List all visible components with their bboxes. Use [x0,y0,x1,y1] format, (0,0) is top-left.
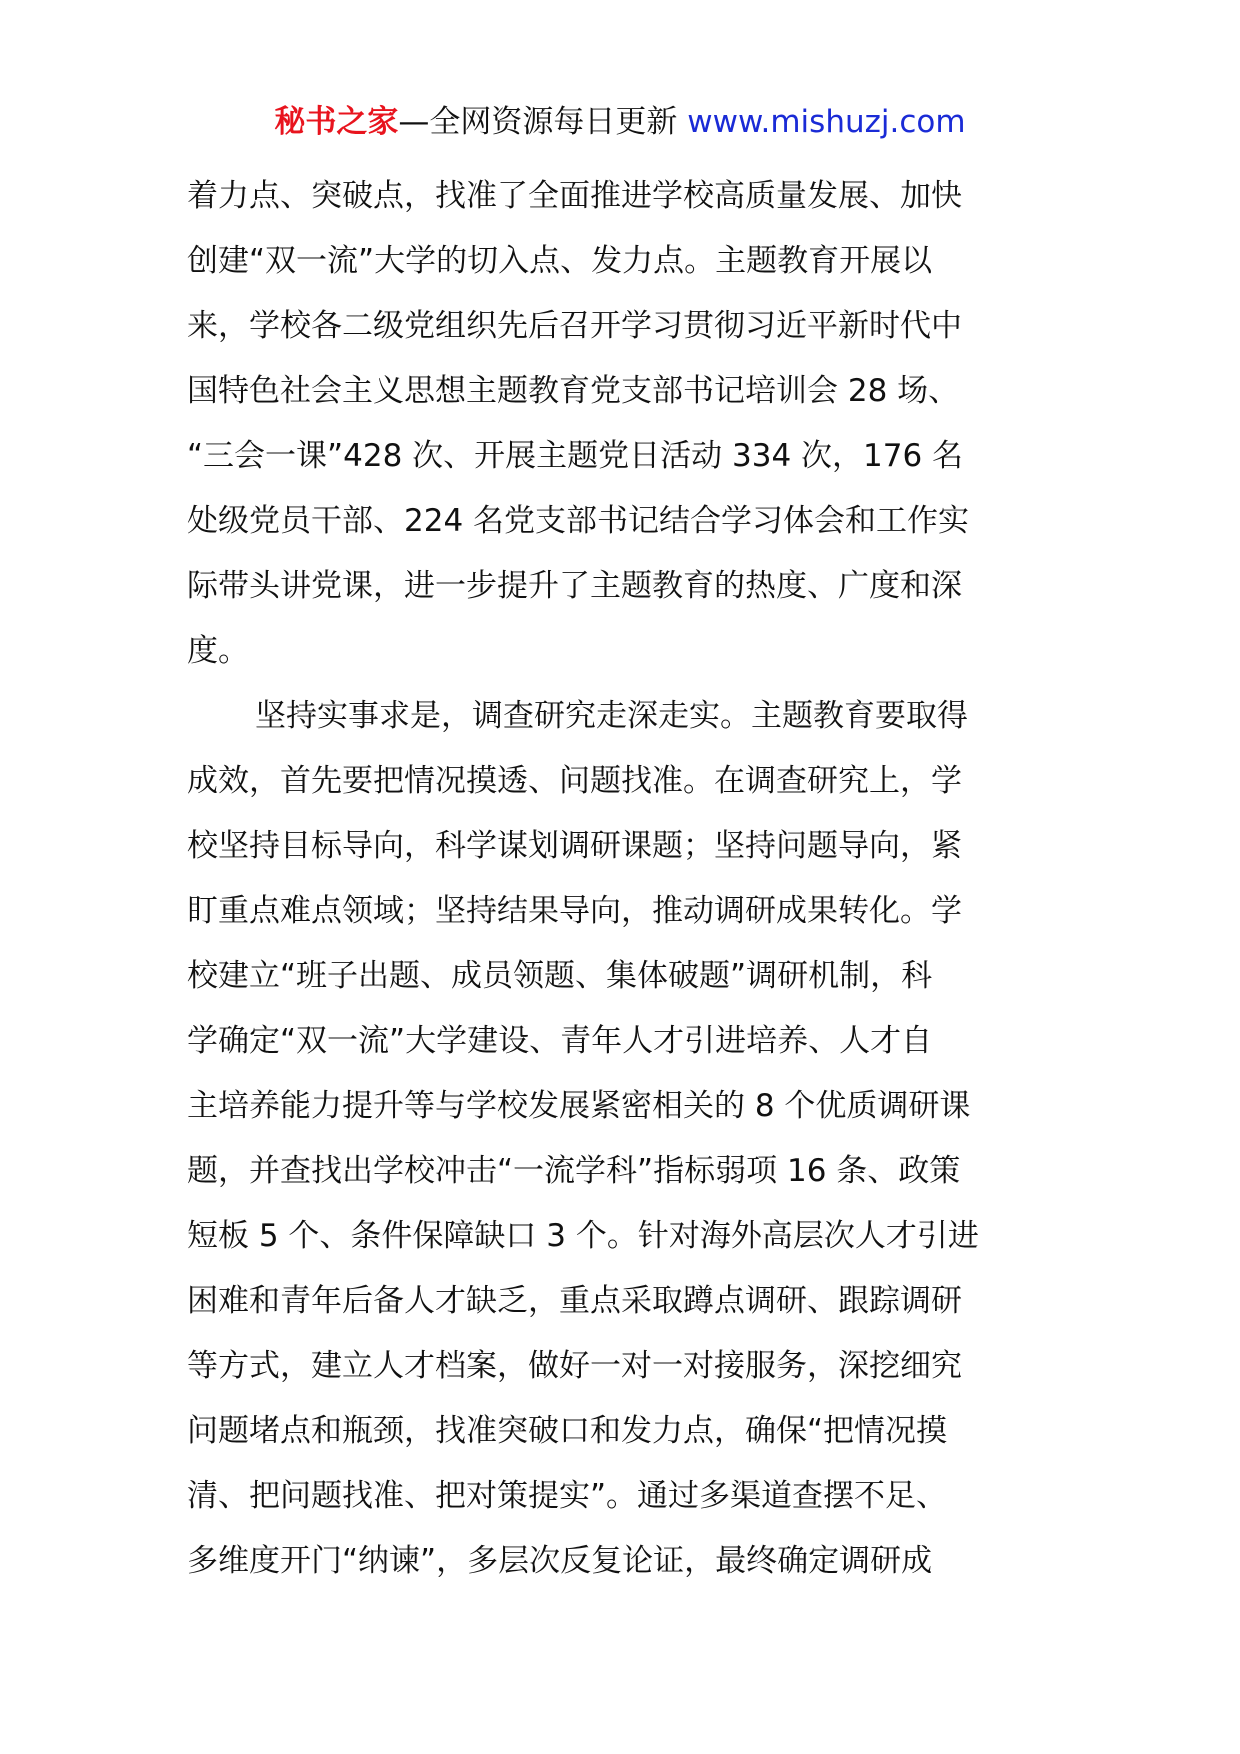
paragraph-2 [187,684,1067,1594]
site-header [0,100,1240,144]
text-line: 校建立“班子出题、成员领题、集体破题”调研机制，科 [187,958,933,994]
brand-name: 秘书之家 [274,104,399,140]
text-line: 来，学校各二级党组织先后召开学习贯彻习近平新时代中 [187,308,962,344]
text-line: 多维度开门“纳谏”，多层次反复论证，最终确定调研成 [187,1543,933,1579]
text-line: 国特色社会主义思想主题教育党支部书记培训会 28 场、 [187,373,960,409]
header-tagline: —全网资源每日更新 [398,104,678,140]
text-line: 着力点、突破点，找准了全面推进学校高质量发展、加快 [187,178,962,214]
document-body [187,164,1067,1594]
text-line: 盯重点难点领域；坚持结果导向，推动调研成果转化。学 [187,893,962,929]
text-line: 问题堵点和瓶颈，找准突破口和发力点，确保“把情况摸 [187,1413,948,1449]
text-line: 困难和青年后备人才缺乏，重点采取蹲点调研、跟踪调研 [187,1283,962,1319]
text-line: 题，并查找出学校冲击“一流学科”指标弱项 16 条、政策 [187,1153,961,1189]
paragraph-1 [187,164,1067,684]
paragraph-first-line: 坚持实事求是，调查研究走深走实。主题教育要取得 [255,698,968,734]
text-line: 成效，首先要把情况摸透、问题找准。在调查研究上，学 [187,763,962,799]
text-line: 等方式，建立人才档案，做好一对一对接服务，深挖细究 [187,1348,962,1384]
site-url-link[interactable]: www.mishuzj.com [687,104,966,140]
text-line: 度。 [187,633,249,669]
text-line: 创建“双一流”大学的切入点、发力点。主题教育开展以 [187,243,933,279]
text-line: 短板 5 个、条件保障缺口 3 个。针对海外高层次人才引进 [187,1218,979,1254]
text-line: 清、把问题找准、把对策提实”。通过多渠道查摆不足、 [187,1478,948,1514]
text-line: 学确定“双一流”大学建设、青年人才引进培养、人才自 [187,1023,933,1059]
text-line: 处级党员干部、224 名党支部书记结合学习体会和工作实 [187,503,970,539]
text-line: 主培养能力提升等与学校发展紧密相关的 8 个优质调研课 [187,1088,971,1124]
text-line: “三会一课”428 次、开展主题党日活动 334 次，176 名 [187,438,964,474]
text-line: 际带头讲党课，进一步提升了主题教育的热度、广度和深 [187,568,962,604]
text-line: 校坚持目标导向，科学谋划调研课题；坚持问题导向，紧 [187,828,962,864]
